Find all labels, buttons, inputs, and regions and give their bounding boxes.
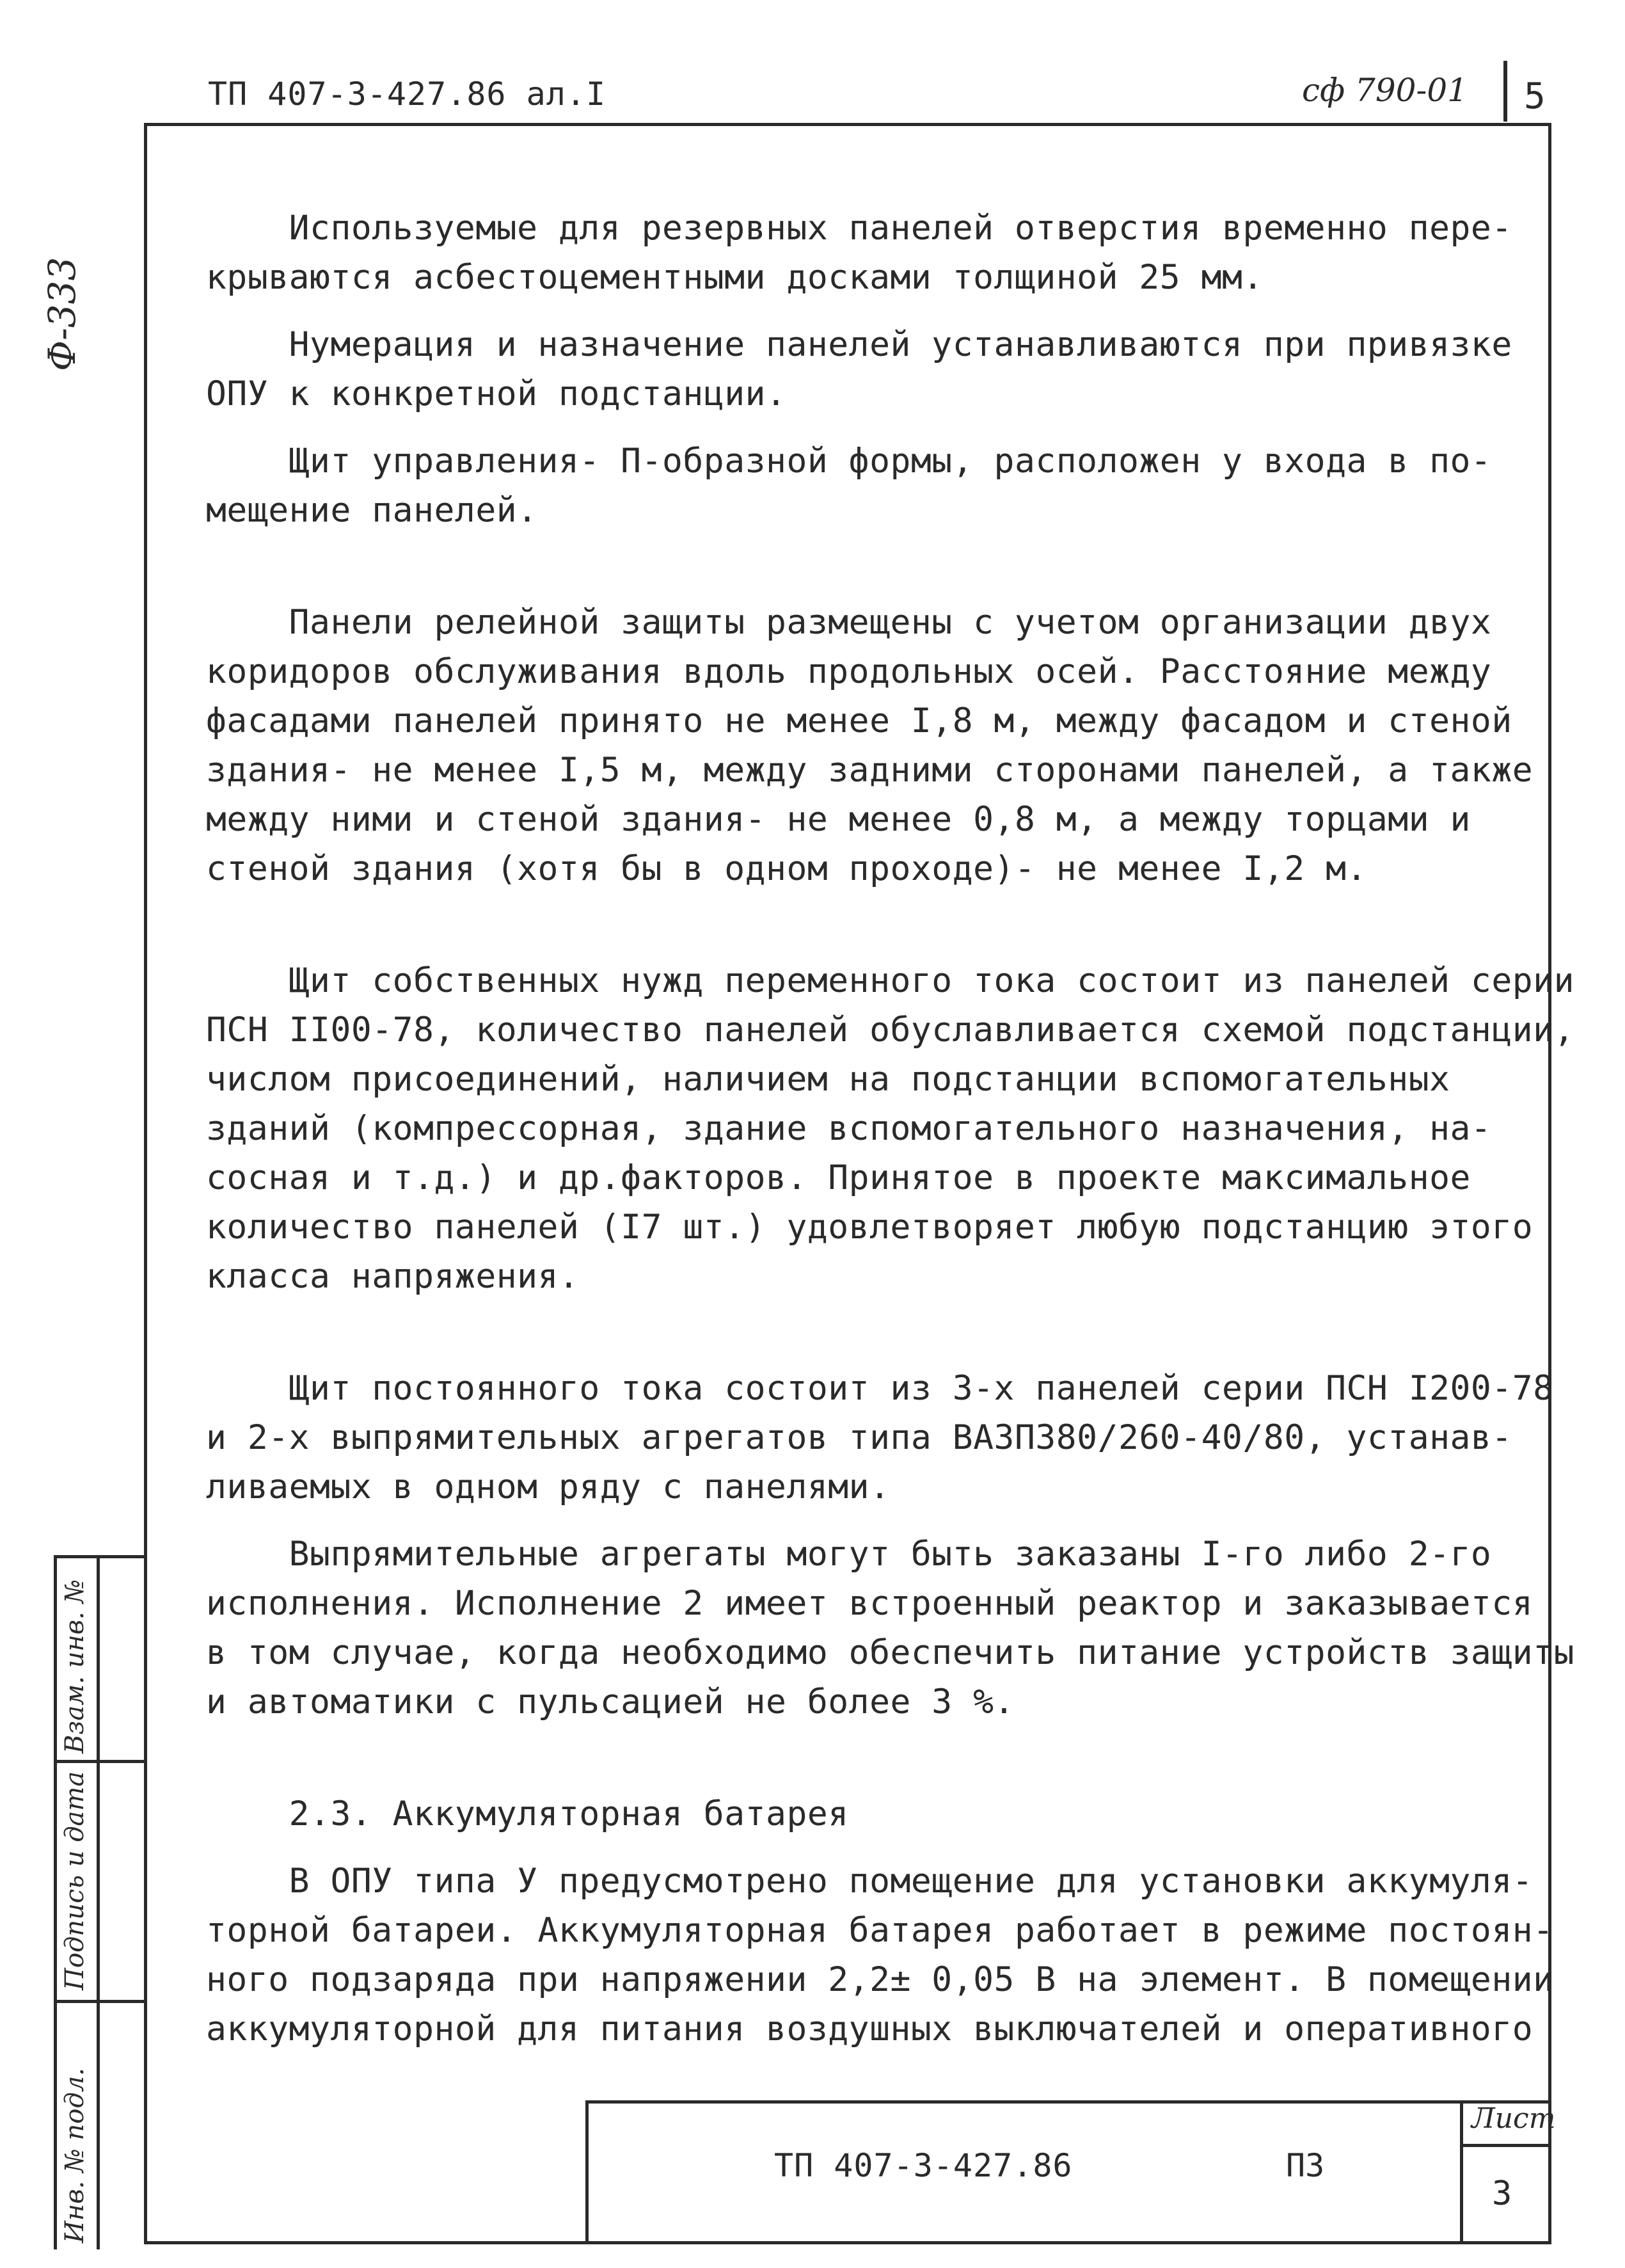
text-line: Нумерация и назначение панелей устанавливаются при привязке xyxy=(206,325,1512,364)
paragraph xyxy=(206,436,1524,535)
title-block-doc-type: ПЗ xyxy=(1286,2147,1325,2184)
paragraph xyxy=(206,598,1534,893)
paragraph xyxy=(206,1529,1574,1727)
text-line: между ними и стеной здания- не менее 0,8 м, а между торцами и xyxy=(206,800,1471,839)
paragraph xyxy=(206,204,1524,302)
title-block-doc-code: ТП 407-3-427.86 xyxy=(774,2147,1073,2184)
header-divider xyxy=(1503,61,1507,122)
text-line: В ОПУ типа У предусмотрено помещение для установки аккумуля- xyxy=(206,1862,1534,1901)
text-line: Щит собственных нужд переменного тока состоит из панелей серии xyxy=(206,961,1574,1000)
text-line: стеной здания (хотя бы в одном проходе)- не менее I,2 м. xyxy=(206,849,1367,888)
text-line: исполнения. Исполнение 2 имеет встроенный реактор и заказывается xyxy=(206,1584,1534,1623)
page-number: 5 xyxy=(1524,76,1546,117)
text-line: Выпрямительные агрегаты могут быть заказаны I-го либо 2-го xyxy=(206,1535,1492,1574)
header-doc-code: ТП 407-3-427.86 ал.I xyxy=(208,76,606,113)
title-block-sheet-label: Лист xyxy=(1471,2102,1556,2135)
text-line: мещение панелей. xyxy=(206,491,538,530)
paragraph xyxy=(206,1364,1554,1512)
text-line: числом присоединений, наличием на подстанции вспомогательных xyxy=(206,1060,1450,1099)
title-block-separator xyxy=(1460,2144,1551,2147)
stamp-label-replacement-inventory: Взам. инв. № xyxy=(60,1579,90,1753)
text-line: коридоров обслуживания вдоль продольных осей. Расстояние между xyxy=(206,652,1492,691)
text-line: аккумуляторной для питания воздушных выключателей и оперативного xyxy=(206,2009,1534,2048)
paragraph-gap xyxy=(206,893,1524,956)
text-line: количество панелей (I7 шт.) удовлетворяет любую подстанцию этого xyxy=(206,1208,1534,1247)
text-line: и 2-х выпрямительных агрегатов типа ВАЗП380/260-40/80, устанав- xyxy=(206,1418,1512,1457)
paragraph-gap xyxy=(206,302,1524,320)
text-line: сосная и т.д.) и др.факторов. Принятое в проекте максимальное xyxy=(206,1158,1471,1197)
text-line: ОПУ к конкретной подстанции. xyxy=(206,374,787,413)
text-line: и автоматики с пульсацией не более 3 %. xyxy=(206,1682,1015,1721)
side-stamp-divider xyxy=(54,2000,147,2003)
header-handwritten-ref: сф 790-01 xyxy=(1302,72,1468,109)
text-line: Щит управления- П-образной формы, расположен у входа в по- xyxy=(206,442,1492,481)
side-handwritten-number: Ф-333 xyxy=(40,257,84,371)
text-line: фасадами панелей принято не менее I,8 м, между фасадом и стеной xyxy=(206,701,1512,740)
text-line: Используемые для резервных панелей отверстия временно пере- xyxy=(206,209,1512,248)
paragraph xyxy=(206,1857,1554,2054)
text-line: Панели релейной защиты размещены с учетом организации двух xyxy=(206,603,1492,642)
text-line: ПСН II00-78, количество панелей обуславливается схемой подстанции, xyxy=(206,1010,1574,1050)
text-line: ного подзаряда при напряжении 2,2± 0,05 В на элемент. В помещении xyxy=(206,1960,1554,1999)
text-line: класса напряжения. xyxy=(206,1257,580,1296)
text-line: в том случае, когда необходимо обеспечить питание устройств защиты xyxy=(206,1633,1574,1672)
side-stamp-divider xyxy=(54,1760,147,1763)
title-block-sheet-number: 3 xyxy=(1492,2175,1512,2213)
stamp-label-inventory: Инв. № подл. xyxy=(60,2068,90,2243)
text-line: 2.3. Аккумуляторная батарея xyxy=(206,1794,849,1833)
paragraph-gap xyxy=(206,535,1524,598)
document-body xyxy=(206,204,1574,2054)
title-block-separator xyxy=(1460,2100,1463,2244)
text-line: Щит постоянного тока состоит из 3-х панелей серии ПСН I200-78 xyxy=(206,1369,1554,1408)
paragraph-gap xyxy=(206,1839,1524,1857)
stamp-label-signature-date: Подпись и дата xyxy=(60,1771,90,1990)
paragraph-gap xyxy=(206,1727,1524,1789)
text-line: зданий (компрессорная, здание вспомогательного назначения, на- xyxy=(206,1109,1492,1148)
text-line: торной батареи. Аккумуляторная батарея работает в режиме постоян- xyxy=(206,1911,1554,1950)
paragraph xyxy=(206,1789,1524,1839)
text-line: здания- не менее I,5 м, между задними сторонами панелей, а также xyxy=(206,751,1534,790)
paragraph xyxy=(206,956,1574,1301)
text-line: крываются асбестоцементными досками толщиной 25 мм. xyxy=(206,258,1264,297)
text-line: ливаемых в одном ряду с панелями. xyxy=(206,1467,891,1506)
paragraph-gap xyxy=(206,1301,1524,1364)
paragraph-gap xyxy=(206,419,1524,436)
paragraph xyxy=(206,320,1524,419)
paragraph-gap xyxy=(206,1512,1524,1529)
